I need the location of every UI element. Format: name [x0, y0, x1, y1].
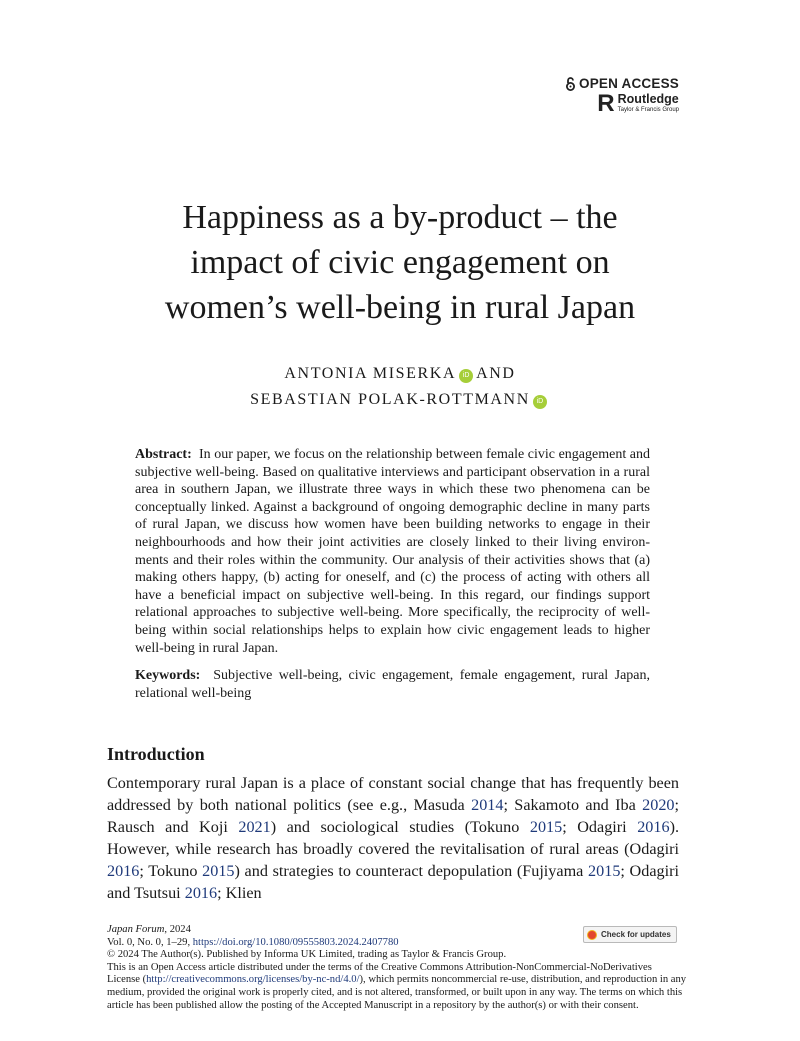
- body-text: ; Sakamoto and Iba: [503, 796, 643, 814]
- license-link[interactable]: http://creativecommons.org/licenses/by-nc-nd/4.0/: [146, 974, 360, 986]
- doi-link[interactable]: https://doi.org/10.1080/09555803.2024.2407780: [192, 936, 399, 948]
- volume-info: Vol. 0, No. 0, 1–29,: [107, 936, 193, 948]
- title-line: Happiness as a by-product – the: [182, 199, 618, 236]
- citation-link[interactable]: 2016: [107, 862, 140, 880]
- routledge-logo: [559, 90, 679, 117]
- license-notice: [107, 962, 687, 1012]
- article-title: [100, 195, 700, 330]
- citation-link[interactable]: 2015: [588, 862, 621, 880]
- orcid-icon[interactable]: iD: [533, 395, 547, 409]
- keywords: [135, 667, 650, 702]
- article-footer: [107, 924, 687, 1012]
- routledge-r-logo: R: [597, 90, 615, 117]
- orcid-icon[interactable]: iD: [459, 369, 473, 383]
- body-text: ) and strategies to counteract depopulation (Fujiyama: [234, 862, 589, 880]
- abstract-text: In our paper, we focus on the relationship between female civic engagement and subjective well-being. Based on qualitative interviews and participant observation in a rural area in southern Japan, we illustrate three ways in which these two phenomena can be conceptually linked. Against a background of ongoing demographic decline in many parts of rural Japan, we discuss how women have been building networks to engage in their neighbourhoods and how their joint activities are closely linked to their living environments and their roles within the community. Our analysis of their activities shows that (a) making others happy, (b) acting for oneself, and (c) the process of acting with others all have a beneficial impact on subjective well-being. In this regard, our findings support relational approaches to subjective well-being. More specifically, the reciprocity of well-being within social relationships helps to explain how civic engagement leads to higher well-being in rural Japan.: [135, 447, 651, 656]
- journal-year: , 2024: [164, 924, 191, 935]
- abstract: [135, 446, 650, 657]
- body-text: ). However, while research has broadly covered the revitalisation of rural areas (Odagiri: [107, 818, 679, 858]
- introduction-paragraph: [107, 772, 679, 904]
- citation-link[interactable]: 2014: [471, 796, 504, 814]
- license-text: This is an Open Access article distributed under the terms of the Creative Commons Attribution-NonCommercial-NoDerivatives License (: [107, 961, 652, 986]
- citation-link[interactable]: 2020: [642, 796, 675, 814]
- citation-link[interactable]: 2015: [202, 862, 235, 880]
- body-text: ; Tokuno: [139, 862, 203, 880]
- open-access-badge: [559, 76, 679, 91]
- body-text: Contemporary rural Japan is a place of constant social change that has frequently been addressed by both national politics (see e.g., Masuda: [107, 774, 679, 814]
- title-line: impact of civic engagement on: [190, 244, 610, 281]
- open-access-label: OPEN ACCESS: [579, 76, 679, 91]
- keywords-label: Keywords:: [135, 668, 201, 683]
- license-text: ), which permits noncommercial re-use, distribution, and reproduction in any medium, provided the original work is properly cited, and is not altered, transformed, or built upon in any way. The terms on which this article has been published allow the posting of the Accepted Manuscript in a repository by the author(s) or with their consent.: [107, 974, 687, 1011]
- author-list: [100, 361, 700, 413]
- author-name: SEBASTIAN POLAK-ROTTMANN: [250, 391, 530, 408]
- author-name: ANTONIA MISERKA: [284, 365, 457, 382]
- journal-name: Japan Forum: [107, 924, 165, 935]
- body-text: ; Odagiri and Tsutsui: [107, 862, 680, 902]
- title-line: women’s well-being in rural Japan: [164, 289, 636, 326]
- body-text: ; Odagiri: [562, 818, 638, 836]
- publisher-name: Routledge: [617, 92, 679, 106]
- citation-link[interactable]: 2016: [637, 818, 670, 836]
- citation-link[interactable]: 2021: [238, 818, 271, 836]
- publisher-group: Taylor & Francis Group: [617, 107, 679, 113]
- section-heading: Introduction: [107, 744, 205, 764]
- check-for-updates-label: Check for updates: [601, 930, 671, 939]
- body-text: ; Rausch and Koji: [107, 796, 680, 836]
- publisher-branding: [559, 76, 679, 115]
- body-text: ; Klien: [217, 884, 262, 902]
- author-conjunction: AND: [476, 365, 516, 382]
- copyright-notice: © 2024 The Author(s). Published by Informa UK Limited, trading as Taylor & Francis Group.: [107, 949, 507, 961]
- keywords-text: Subjective well-being, civic engagement, female engagement, rural Japan, relational well-being: [135, 668, 650, 701]
- citation-link[interactable]: 2015: [529, 818, 563, 836]
- open-lock-icon: [565, 77, 576, 91]
- citation-link[interactable]: 2016: [184, 884, 218, 902]
- abstract-label: Abstract:: [135, 447, 192, 462]
- body-text: ) and sociological studies (Tokuno: [270, 818, 530, 836]
